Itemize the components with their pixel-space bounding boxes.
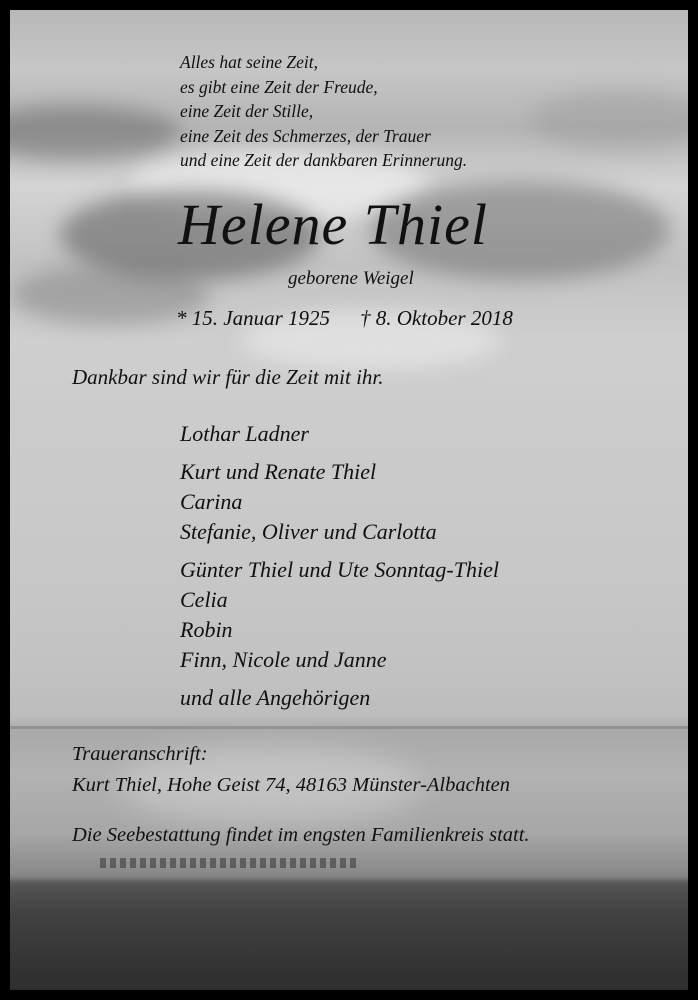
address-label: Traueranschrift:: [72, 743, 208, 765]
poem-line: und eine Zeit der dankbaren Erinnerung.: [180, 150, 468, 170]
poem: [180, 50, 467, 173]
thanks-line: Dankbar sind wir für die Zeit mit ihr.: [72, 365, 384, 389]
mourner: Carina: [180, 489, 243, 514]
birth-name: geborene Weigel: [288, 268, 414, 289]
mourner: und alle Angehörigen: [180, 685, 371, 710]
mourner: Günter Thiel und Ute Sonntag-Thiel: [180, 557, 499, 582]
death-date: † 8. Oktober 2018: [360, 306, 513, 330]
mourner: Stefanie, Oliver und Carlotta: [180, 519, 437, 544]
life-dates: [176, 306, 513, 331]
mourner: Finn, Nicole und Janne: [180, 647, 387, 672]
deceased-name: Helene Thiel: [178, 192, 488, 257]
horizon: [10, 726, 688, 729]
mourner: Robin: [180, 617, 233, 642]
mourner: Kurt und Renate Thiel: [180, 459, 377, 484]
poem-line: es gibt eine Zeit der Freude,: [180, 76, 378, 97]
mourner: Celia: [180, 587, 228, 612]
sea-background-photo: [10, 10, 688, 990]
groyne-posts: [100, 858, 360, 868]
mourner: Lothar Ladner: [180, 421, 309, 446]
cloud: [10, 105, 180, 160]
birth-date: * 15. Januar 1925: [176, 306, 330, 330]
address-line: Kurt Thiel, Hohe Geist 74, 48163 Münster-Albachten: [72, 774, 511, 796]
burial-note: Die Seebestattung findet im engsten Familienkreis statt.: [72, 824, 530, 846]
mourners-list: [180, 419, 499, 713]
poem-line: Alles hat seine Zeit,: [180, 52, 319, 72]
cloud: [530, 90, 688, 150]
poem-line: eine Zeit des Schmerzes, der Trauer: [180, 125, 431, 146]
poem-line: eine Zeit der Stille,: [180, 101, 314, 121]
dune-grass: [10, 880, 688, 990]
